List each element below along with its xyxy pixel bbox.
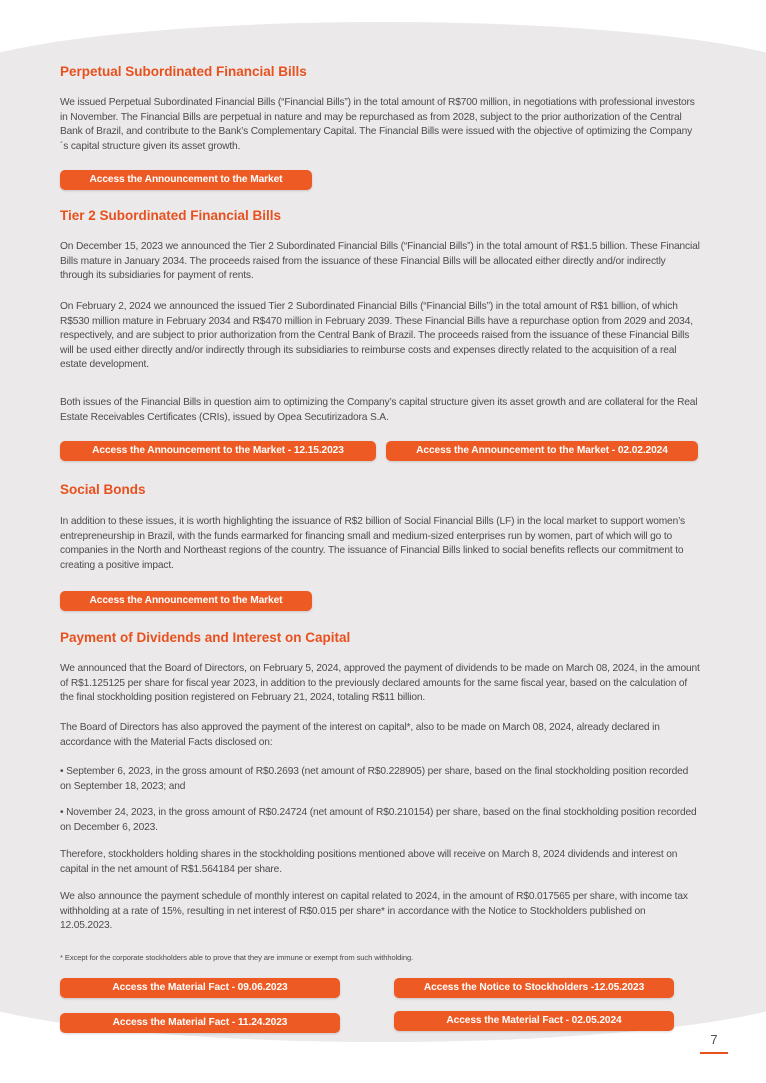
tier2-body-2: On February 2, 2024 we announced the issued Tier 2 Subordinated Financial Bills (“Financial Bills”) in the total amount of R$1 billion, of which R$530 million mature in February 2034 and R$470 million in February 2039. These Financial Bills have a repurchase option from 2029 and 2034, respectively, and are subject to prior authorization from the Central Bank of Brazil. The proceeds raised from the issuance of these Financial Bills will be used either directly and/or indirectly through its subsidiaries to reimburse costs and expenses directly related to the acquisition of a real estate development. bbox=[60, 301, 693, 370]
section-title-dividends: Payment of Dividends and Interest on Capital bbox=[60, 630, 351, 645]
section-title-perpetual: Perpetual Subordinated Financial Bills bbox=[60, 64, 307, 79]
tier2-body-3: Both issues of the Financial Bills in question aim to optimizing the Company’s capital structure given its asset growth and are collateral for the Real Estate Receivables Certificates (CRIs), issued by Opea Secutirizadora S.A. bbox=[60, 397, 698, 423]
material-fact-button-11-24-2023[interactable]: Access the Material Fact - 11.24.2023 bbox=[60, 1013, 340, 1033]
dividends-body-2: The Board of Directors has also approved the payment of the interest on capital*, also to be made on March 08, 2024, already declared in accordance with the Material Facts disclosed on: bbox=[60, 722, 660, 748]
perpetual-body: We issued Perpetual Subordinated Financial Bills (“Financial Bills”) in the total amount of R$700 million, in negotiations with professional investors in November. The Financial Bills are perpetual in nature and may be repurchased as from 2028, subject to the prior authorization of the Central Bank of Brazil, and contribute to the Bank’s Complementary Capital. The Financial Bills were issued with the objective of optimizing the Company´s capital structure given its asset growth. bbox=[60, 97, 695, 152]
section-title-tier2: Tier 2 Subordinated Financial Bills bbox=[60, 208, 282, 223]
section-title-social: Social Bonds bbox=[60, 482, 146, 497]
page-number-underline bbox=[700, 1052, 728, 1054]
page-number: 7 bbox=[710, 1032, 718, 1047]
dividends-bullet-1: • September 6, 2023, in the gross amount of R$0.2693 (net amount of R$0.228905) per share, based on the final stockholding position recorded on September 18, 2023; and bbox=[60, 766, 689, 792]
dividends-bullet-2: • November 24, 2023, in the gross amount of R$0.24724 (net amount of R$0.210154) per share, based on the final stockholding position recorded on December 6, 2023. bbox=[60, 807, 697, 833]
social-announcement-button[interactable]: Access the Announcement to the Market bbox=[60, 591, 312, 611]
dividends-body-1: We announced that the Board of Directors, on February 5, 2024, approved the payment of dividends to be made on March 08, 2024, in the amount of R$1.125125 per share for fiscal year 2023, in addition to the previously declared amounts for the same fiscal year, based on the calculation of the final stockholding position registered on February 21, 2024, totaling R$11 billion. bbox=[60, 663, 700, 703]
perpetual-announcement-button[interactable]: Access the Announcement to the Market bbox=[60, 170, 312, 190]
notice-to-stockholders-button-12-05-2023[interactable]: Access the Notice to Stockholders -12.05.2023 bbox=[394, 978, 674, 998]
tier2-announcement-button-02-02-2024[interactable]: Access the Announcement to the Market - 02.02.2024 bbox=[386, 441, 698, 461]
material-fact-button-09-06-2023[interactable]: Access the Material Fact - 09.06.2023 bbox=[60, 978, 340, 998]
social-body: In addition to these issues, it is worth highlighting the issuance of R$2 billion of Social Financial Bills (LF) in the local market to support women’s entrepreneurship in Brazil, with the funds earmarked for financing small and medium-sized enterprises run by women, part of which will go to companies in the North and Northeast regions of the country. The issuance of Financial Bills linked to social benefits reflects our commitment to creating a positive impact. bbox=[60, 516, 685, 571]
dividends-body-4: We also announce the payment schedule of monthly interest on capital related to 2024, in the amount of R$0.017565 per share, with income tax withholding at a rate of 15%, resulting in net interest of R$0.015 per share* in accordance with the Notice to Stockholders published on 12.05.2023. bbox=[60, 891, 688, 931]
material-fact-button-02-05-2024[interactable]: Access the Material Fact - 02.05.2024 bbox=[394, 1011, 674, 1031]
tier2-announcement-button-12-15-2023[interactable]: Access the Announcement to the Market - 12.15.2023 bbox=[60, 441, 376, 461]
dividends-footnote: * Except for the corporate stockholders able to prove that they are immune or exempt from such withholding. bbox=[60, 953, 414, 962]
tier2-body-1: On December 15, 2023 we announced the Tier 2 Subordinated Financial Bills (“Financial Bills”) in the total amount of R$1.5 billion. These Financial Bills mature in January 2034. The proceeds raised from the issuance of these Financial Bills will be allocated either directly and/or indirectly through its subsidiaries for payment of rents. bbox=[60, 241, 700, 281]
dividends-body-3: Therefore, stockholders holding shares in the stockholding positions mentioned above will receive on March 8, 2024 dividends and interest on capital in the net amount of R$1.564184 per share. bbox=[60, 849, 678, 875]
